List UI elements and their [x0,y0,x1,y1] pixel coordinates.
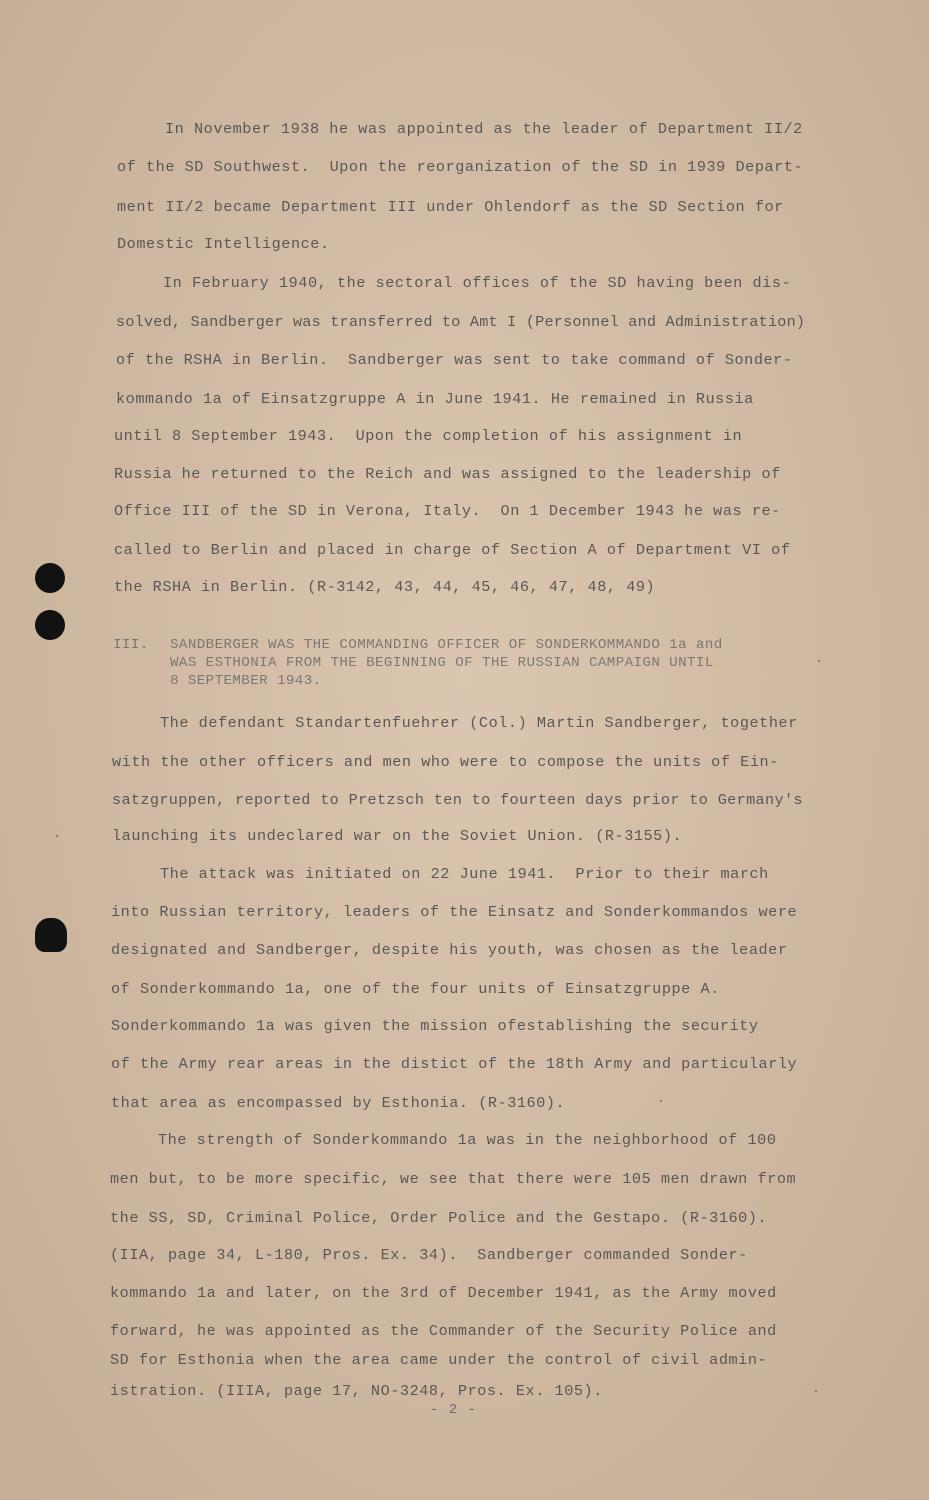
text-line: In November 1938 he was appointed as the leader of Department II/2 [165,120,803,138]
paper-speck [56,835,58,837]
text-line: Office III of the SD in Verona, Italy. On 1 December 1943 he was re- [114,502,781,520]
text-line: The attack was initiated on 22 June 1941. Prior to their march [160,865,769,883]
page-number: - 2 - [430,1402,478,1418]
text-line: the RSHA in Berlin. (R-3142, 43, 44, 45, 46, 47, 48, 49) [114,578,656,596]
text-line: istration. (IIIA, page 17, NO-3248, Pros. Ex. 105). [110,1382,603,1400]
text-line: that area as encompassed by Esthonia. (R-3160). [111,1094,566,1112]
text-line: of the RSHA in Berlin. Sandberger was sent to take command of Sonder- [116,351,793,369]
text-line: (IIA, page 34, L-180, Pros. Ex. 34). Sandberger commanded Sonder- [110,1246,748,1264]
section-heading-line: 8 SEPTEMBER 1943. [170,673,322,689]
punch-hole [35,563,65,593]
text-line: the SS, SD, Criminal Police, Order Police and the Gestapo. (R-3160). [110,1209,768,1227]
text-line: In February 1940, the sectoral offices of the SD having been dis- [163,274,792,292]
text-line: men but, to be more specific, we see that there were 105 men drawn from [110,1170,797,1188]
text-line: until 8 September 1943. Upon the completion of his assignment in [114,427,743,445]
text-line: The strength of Sonderkommando 1a was in the neighborhood of 100 [158,1131,777,1149]
text-line: Domestic Intelligence. [117,235,330,253]
paper-speck [660,1100,662,1102]
text-line: with the other officers and men who were to compose the units of Ein- [112,753,779,771]
paper-speck [818,660,820,662]
text-line: of Sonderkommando 1a, one of the four units of Einsatzgruppe A. [111,980,720,998]
text-line: The defendant Standartenfuehrer (Col.) Martin Sandberger, together [160,714,798,732]
text-line: Russia he returned to the Reich and was assigned to the leadership of [114,465,781,483]
section-numeral: III. [113,637,149,653]
text-line: SD for Esthonia when the area came under the control of civil admin- [110,1351,768,1369]
text-line: of the Army rear areas in the distict of the 18th Army and particularly [111,1055,798,1073]
text-line: solved, Sandberger was transferred to Amt I (Personnel and Administration) [116,313,806,331]
text-line: forward, he was appointed as the Commander of the Security Police and [110,1322,777,1340]
text-line: called to Berlin and placed in charge of Section A of Department VI of [114,541,791,559]
text-line: launching its undeclared war on the Soviet Union. (R-3155). [112,827,683,845]
paper-speck [815,1390,817,1392]
text-line: designated and Sandberger, despite his youth, was chosen as the leader [111,941,788,959]
text-line: ment II/2 became Department III under Ohlendorf as the SD Section for [117,198,784,216]
text-line: into Russian territory, leaders of the Einsatz and Sonderkommandos were [111,903,798,921]
punch-hole [35,610,65,640]
text-line: of the SD Southwest. Upon the reorganization of the SD in 1939 Depart- [117,158,804,176]
text-line: kommando 1a of Einsatzgruppe A in June 1941. He remained in Russia [116,390,754,408]
text-line: Sonderkommando 1a was given the mission ofestablishing the security [111,1017,759,1035]
text-line: kommando 1a and later, on the 3rd of December 1941, as the Army moved [110,1284,777,1302]
punch-hole [35,918,67,952]
section-heading-line: WAS ESTHONIA FROM THE BEGINNING OF THE RUSSIAN CAMPAIGN UNTIL [170,655,714,671]
text-line: satzgruppen, reported to Pretzsch ten to fourteen days prior to Germany's [112,791,803,809]
section-heading-line: SANDBERGER WAS THE COMMANDING OFFICER OF SONDERKOMMANDO 1a and [170,637,723,653]
